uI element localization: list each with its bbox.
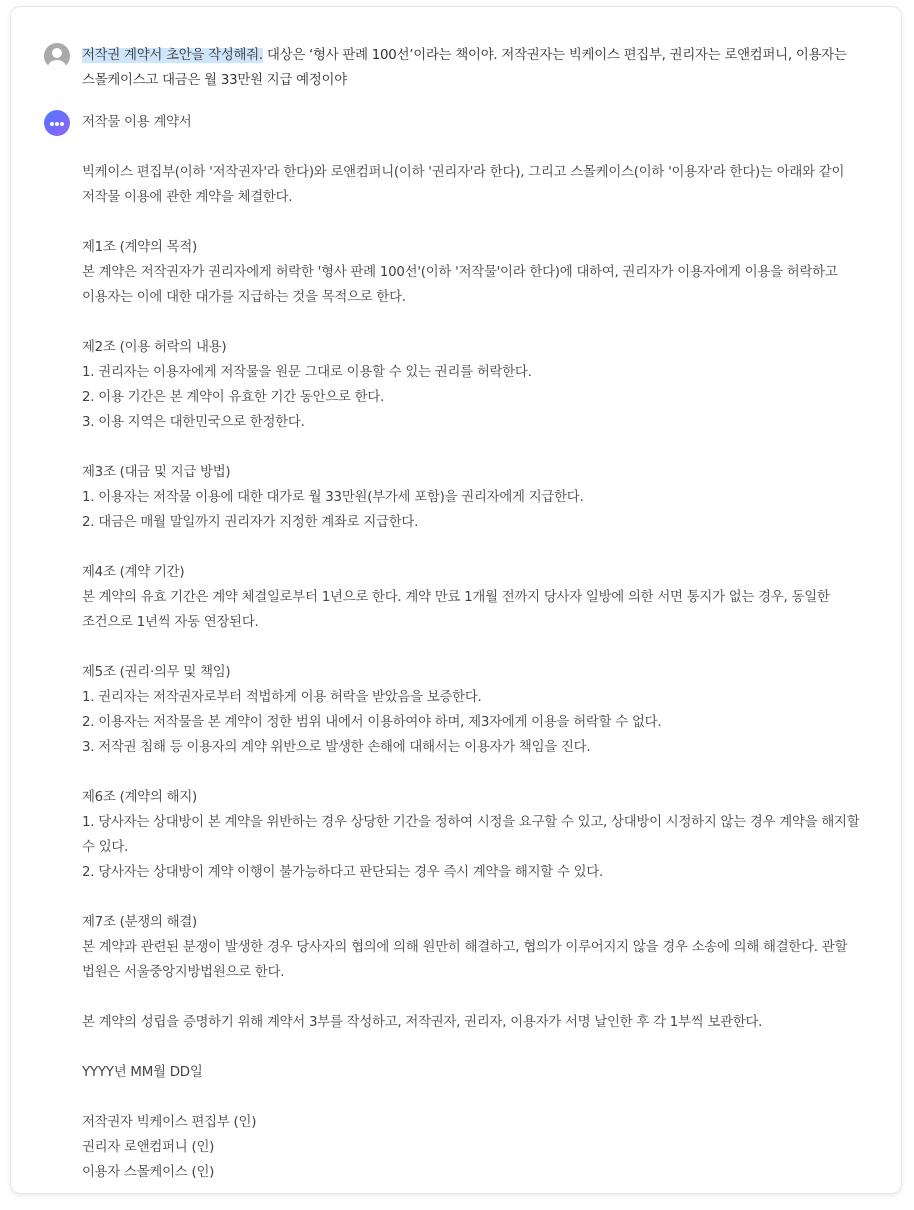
contract-line [82, 310, 872, 335]
contract-line [82, 1085, 872, 1110]
contract-line: 본 계약은 저작권자가 권리자에게 허락한 '형사 판례 100선'(이하 '저작물'이라 한다)에 대하여, 권리자가 이용자에게 이용을 허락하고 이용자는 이에 대한 대가를 지급하는 것을 목적으로 한다. [82, 265, 842, 305]
contract-line [82, 535, 872, 560]
contract-line: 권리자 로앤컴퍼니 (인) [82, 1140, 215, 1155]
contract-line: 2. 이용 기간은 본 계약이 유효한 기간 동안으로 한다. [82, 390, 385, 405]
contract-line: 1. 이용자는 저작물 이용에 대한 대가로 월 33만원(부가세 포함)을 권리자에게 지급한다. [82, 490, 584, 505]
contract-line [82, 135, 872, 160]
assistant-dots-icon [44, 110, 70, 136]
contract-line: 제1조 (계약의 목적) [82, 240, 198, 255]
user-message-rest: 대상은 ‘형사 판례 100선’이라는 책이야. 저작권자는 빅케이스 편집부, 권리자는 로앤컴퍼니, 이용자는 스몰케이스고 대금은 월 33만원 지급 예정이야 [82, 48, 847, 88]
contract-line: 빅케이스 편집부(이하 '저작권자'라 한다)와 로앤컴퍼니(이하 '권리자'라 한다), 그리고 스몰케이스(이하 '이용자'라 한다)는 아래와 같이 저작물 이용에 관한 계약을 체결한다. [82, 165, 849, 205]
contract-line: 제5조 (권리·의무 및 책임) [82, 665, 231, 680]
contract-line: 2. 이용자는 저작물을 본 계약이 정한 범위 내에서 이용하여야 하며, 제3자에게 이용을 허락할 수 없다. [82, 715, 662, 730]
contract-line: 2. 대금은 매월 말일까지 권리자가 지정한 계좌로 지급한다. [82, 515, 419, 530]
contract-line: 제4조 (계약 기간) [82, 565, 185, 580]
contract-line: 제7조 (분쟁의 해결) [82, 915, 198, 930]
contract-line: 2. 당사자는 상대방이 계약 이행이 불가능하다고 판단되는 경우 즉시 계약을 해지할 수 있다. [82, 865, 604, 880]
contract-line [82, 760, 872, 785]
contract-line [82, 1035, 872, 1060]
contract-line [82, 210, 872, 235]
contract-line: 본 계약의 유효 기간은 계약 체결일로부터 1년으로 한다. 계약 만료 1개월 전까지 당사자 일방에 의한 서면 통지가 없는 경우, 동일한 조건으로 1년씩 자동 연장된다. [82, 590, 834, 630]
contract-line [82, 635, 872, 660]
contract-line: 1. 권리자는 저작권자로부터 적법하게 이용 허락을 받았음을 보증한다. [82, 690, 482, 705]
contract-line: 본 계약의 성립을 증명하기 위해 계약서 3부를 작성하고, 저작권자, 권리자, 이용자가 서명 날인한 후 각 1부씩 보관한다. [82, 1015, 763, 1030]
contract-line [82, 985, 872, 1010]
contract-line: 1. 권리자는 이용자에게 저작물을 원문 그대로 이용할 수 있는 권리를 허락한다. [82, 365, 532, 380]
contract-line: 저작권자 빅케이스 편집부 (인) [82, 1115, 257, 1130]
contract-line: 저작물 이용 계약서 [82, 115, 192, 130]
contract-line [82, 435, 872, 460]
contract-line: 제3조 (대금 및 지급 방법) [82, 465, 231, 480]
contract-line: 1. 당사자는 상대방이 본 계약을 위반하는 경우 상당한 기간을 정하여 시정을 요구할 수 있고, 상대방이 시정하지 않는 경우 계약을 해지할 수 있다. [82, 815, 864, 855]
contract-line: 제2조 (이용 허락의 내용) [82, 340, 227, 355]
selected-text-highlight: 저작권 계약서 초안을 작성해줘. [82, 48, 263, 63]
user-message-text [82, 43, 872, 93]
contract-line: 3. 이용 지역은 대한민국으로 한정한다. [82, 415, 305, 430]
chat-container [10, 6, 902, 1194]
contract-line: 이용자 스몰케이스 (인) [82, 1165, 215, 1180]
user-avatar-icon [44, 43, 70, 69]
assistant-message-text [82, 110, 872, 1185]
contract-line: 제6조 (계약의 해지) [82, 790, 198, 805]
contract-line: 본 계약과 관련된 분쟁이 발생한 경우 당사자의 협의에 의해 원만히 해결하고, 협의가 이루어지지 않을 경우 소송에 의해 해결한다. 관할 법원은 서울중앙지방법원으로 한다. [82, 940, 852, 980]
contract-line: YYYY년 MM월 DD일 [82, 1065, 203, 1080]
contract-line [82, 885, 872, 910]
contract-line: 3. 저작권 침해 등 이용자의 계약 위반으로 발생한 손해에 대해서는 이용자가 책임을 진다. [82, 740, 591, 755]
